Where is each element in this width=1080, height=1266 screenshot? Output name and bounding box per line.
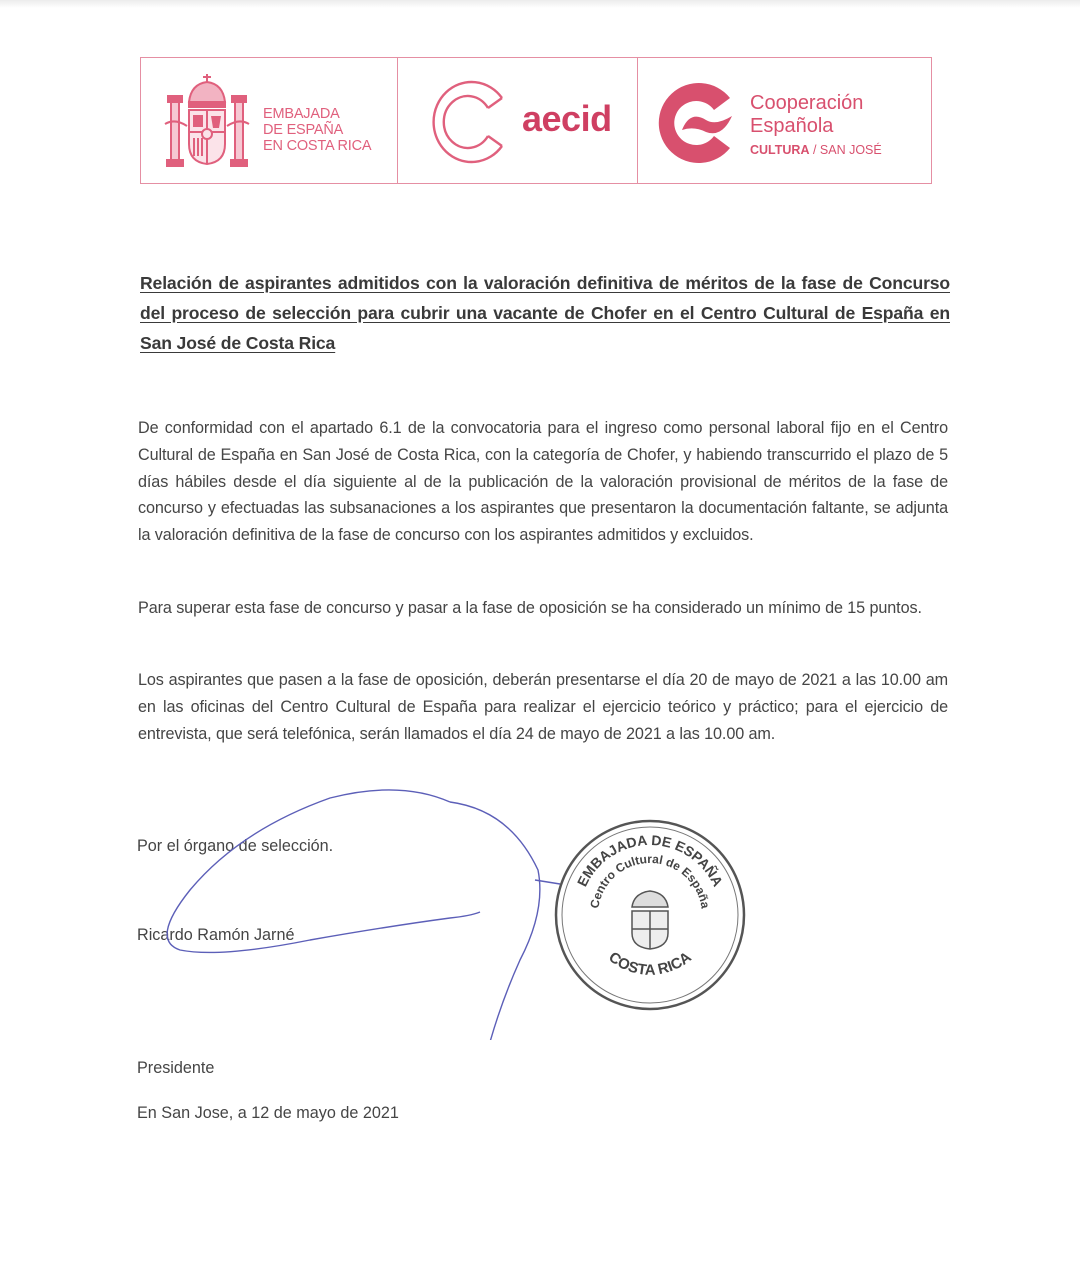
aecid-wordmark: aecid [522, 98, 612, 139]
handwritten-signature-icon [150, 780, 570, 1040]
letterhead [140, 57, 932, 184]
signatory-name: Ricardo Ramón Jarné [137, 926, 295, 944]
cooperacion-title-line-1: Cooperación [750, 92, 864, 114]
cooperacion-title-line-2: Española [750, 115, 834, 137]
embassy-name [263, 106, 371, 154]
embassy-logo-block [141, 58, 397, 183]
stamp-line-1: EMBAJADA DE ESPAÑA [573, 831, 727, 890]
signature-organ: Por el órgano de selección. [137, 837, 334, 855]
paragraph-minimum-score: Para superar esta fase de concurso y pasar a la fase de oposición se ha considerado un mínimo de 15 puntos. [138, 599, 922, 617]
spain-coat-of-arms-icon [161, 72, 253, 170]
aecid-c-logo-icon [426, 78, 510, 166]
cooperacion-title [750, 92, 863, 138]
stamp-line-2: Centro Cultural de España [587, 851, 713, 910]
embassy-line-3: EN COSTA RICA [263, 138, 372, 154]
stamp-bottom: COSTA RICA [605, 948, 695, 979]
place-and-date: En San Jose, a 12 de mayo de 2021 [137, 1104, 399, 1122]
document-title: Relación de aspirantes admitidos con la valoración definitiva de méritos de la fase de Concurso del proceso de selección para cubrir una vacante de Chofer en el Centro Cultural de España en San José de Costa Rica [140, 273, 950, 353]
cooperacion-logo-block [637, 58, 931, 183]
paragraph-exam-dates: Los aspirantes que pasen a la fase de oposición, deberán presentarse el día 20 de mayo de 2021 a las 10.00 am en las oficinas del Centro Cultural de España para realizar el ejercicio teórico y práctico; para el ejercicio de entrevista, que será telefónica, serán llamados el día 24 de mayo de 2021 a las 10.00 am. [138, 671, 948, 743]
paragraph-conformidad: De conformidad con el apartado 6.1 de la convocatoria para el ingreso como personal laboral fijo en el Centro Cultural de España en San José de Costa Rica, con la categoría de Chofer, y habiendo transcurrido el plazo de 5 días hábiles desde el día siguiente al de la publicación de la valoración provisional de méritos de la fase de concurso y efectuadas las subsanaciones a los aspirantes que presentaron la documentación faltante, se adjunta la valoración definitiva de la fase de concurso con los aspirantes admitidos y excluidos. [138, 419, 948, 545]
cooperacion-subtitle-rest: / SAN JOSÉ [809, 143, 882, 157]
page-top-edge [0, 0, 1080, 8]
svg-text:COSTA RICA [605, 949, 694, 979]
cooperacion-espanola-logo-icon [652, 80, 736, 166]
embassy-line-1: EMBAJADA [263, 106, 340, 122]
cooperacion-subtitle [750, 143, 882, 157]
cooperacion-subtitle-bold: CULTURA [750, 143, 810, 157]
signatory-role: Presidente [137, 1059, 215, 1077]
embassy-line-2: DE ESPAÑA [263, 122, 344, 138]
aecid-logo-block [397, 58, 637, 183]
official-stamp-icon [550, 815, 750, 1015]
